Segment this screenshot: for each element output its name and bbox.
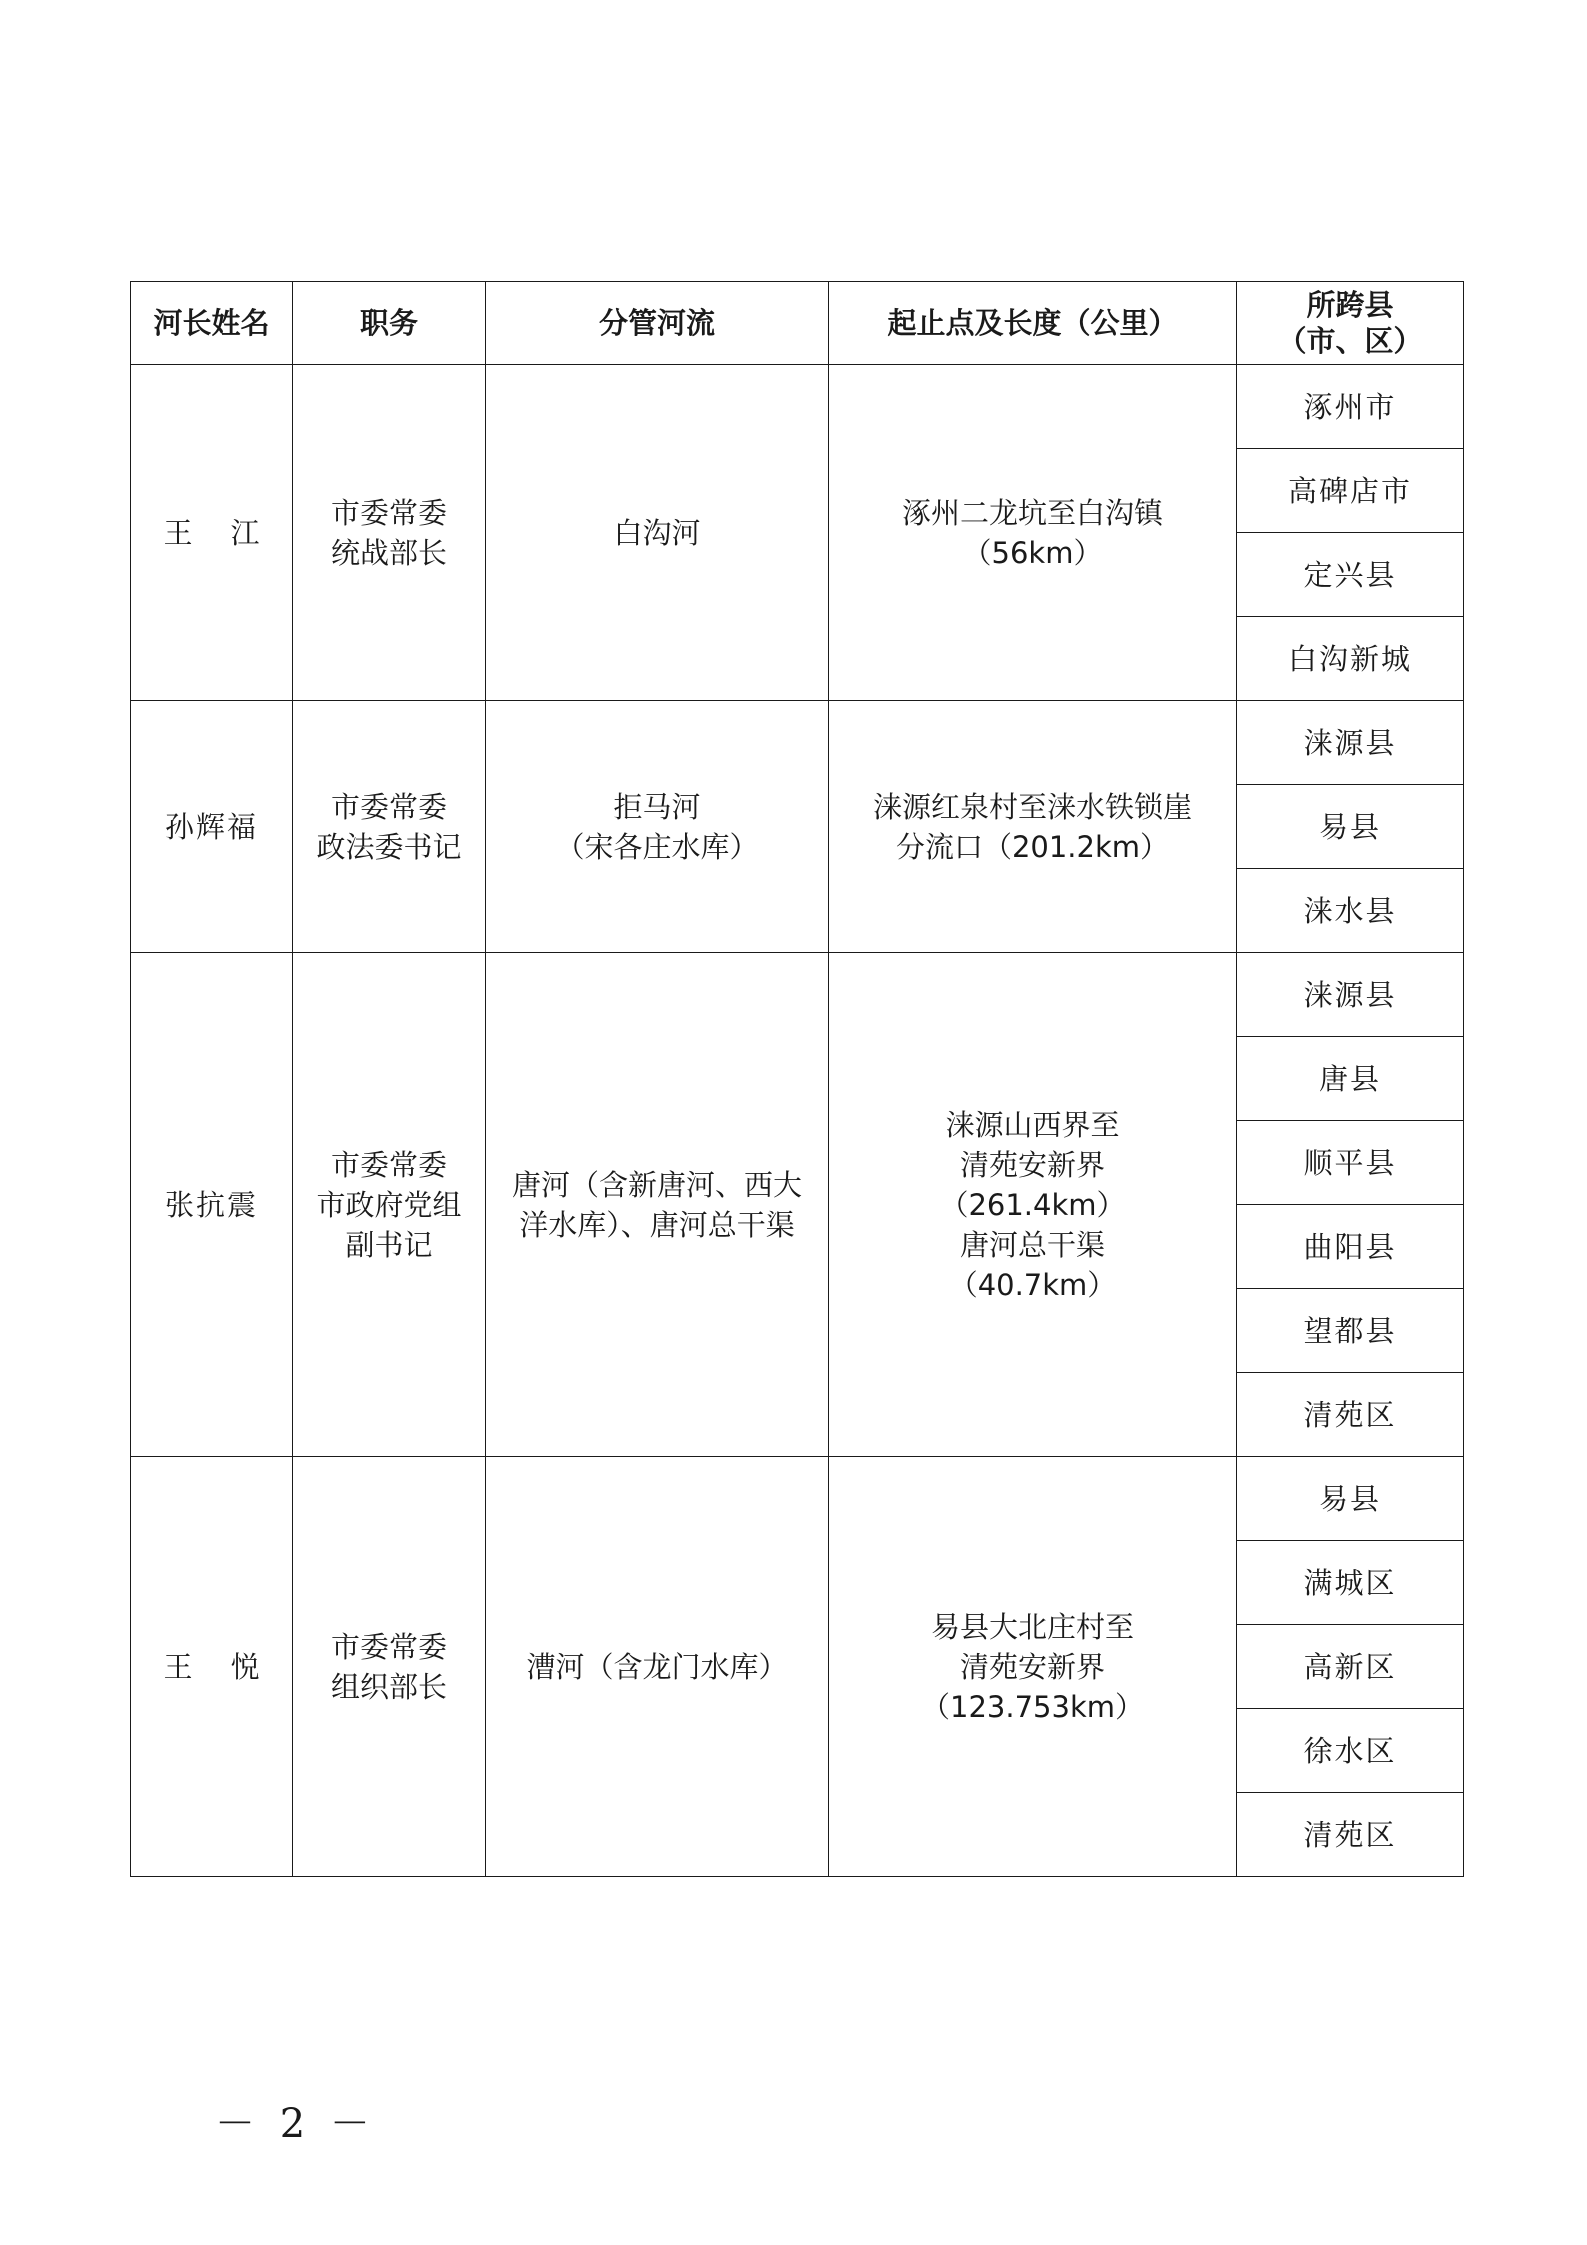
county-cell: 高新区 [1237,1625,1464,1709]
position-line: 统战部长 [330,535,447,570]
extent-cell [829,365,1237,701]
river-line: 唐河（含新唐河、西大 [511,1167,802,1202]
extent-line: 清苑安新界 [959,1147,1105,1182]
header-river: 分管河流 [486,282,829,365]
river-line: 拒马河 [613,789,701,824]
extent-cell [829,1457,1237,1877]
extent-line: 易县大北庄村至 [930,1609,1134,1644]
county-cell: 清苑区 [1237,1793,1464,1877]
county-cell: 徐水区 [1237,1709,1464,1793]
header-counties [1237,282,1464,365]
chief-name-part: 王 [163,515,193,550]
extent-line: 清苑安新界 [959,1649,1105,1684]
chief-name-part: 王 [163,1649,193,1684]
header-name: 河长姓名 [131,282,293,365]
page-number: － 2 － [215,2101,376,2147]
extent-line: 涞源山西界至 [945,1107,1120,1142]
position-line: 市委常委 [330,1629,447,1664]
table-row [131,953,1464,1037]
extent-line: （56km） [962,535,1103,570]
county-cell: 高碑店市 [1237,449,1464,533]
position-line: 副书记 [345,1227,433,1262]
county-cell: 涿州市 [1237,365,1464,449]
river-cell [486,365,829,701]
chief-name-cell [131,365,293,701]
river-line: 洋水库）、唐河总干渠 [519,1207,795,1242]
position-line: 市委常委 [330,1147,447,1182]
county-cell: 唐县 [1237,1037,1464,1121]
county-cell: 易县 [1237,1457,1464,1541]
county-cell: 涞源县 [1237,953,1464,1037]
chief-name-cell: 张抗震 [131,953,293,1457]
extent-cell [829,953,1237,1457]
extent-line: （40.7km） [948,1267,1117,1302]
extent-line: （261.4km） [939,1187,1126,1222]
position-cell [293,953,486,1457]
chief-name-cell: 孙辉福 [131,701,293,953]
extent-line: 涿州二龙坑至白沟镇 [901,495,1163,530]
county-cell: 顺平县 [1237,1121,1464,1205]
river-line: （宋各庄水库） [555,829,759,864]
position-line: 市委常委 [330,789,447,824]
position-line: 组织部长 [330,1669,447,1704]
chief-name-part: 江 [230,515,260,550]
table-row [131,1457,1464,1541]
county-cell: 望都县 [1237,1289,1464,1373]
position-line: 市政府党组 [316,1187,462,1222]
chief-name-cell [131,1457,293,1877]
position-line: 市委常委 [330,495,447,530]
county-cell: 涞源县 [1237,701,1464,785]
extent-line: 唐河总干渠 [959,1227,1105,1262]
extent-line: 分流口（201.2km） [895,829,1170,864]
table-header-row [131,282,1464,365]
county-cell: 易县 [1237,785,1464,869]
river-line: 漕河（含龙门水库） [526,1649,788,1684]
county-cell: 曲阳县 [1237,1205,1464,1289]
header-counties-line: 所跨县 [1306,288,1394,322]
position-cell [293,1457,486,1877]
extent-line: 涞源红泉村至涞水铁锁崖 [872,789,1192,824]
river-cell [486,701,829,953]
extent-line: （123.753km） [921,1689,1144,1724]
river-chief-table [130,281,1464,1877]
river-line: 白沟河 [613,515,701,550]
header-position: 职务 [293,282,486,365]
county-cell: 定兴县 [1237,533,1464,617]
extent-cell [829,701,1237,953]
header-extent: 起止点及长度（公里） [829,282,1237,365]
county-cell: 涞水县 [1237,869,1464,953]
position-cell [293,365,486,701]
table-row [131,701,1464,785]
chief-name-part: 悦 [230,1649,260,1684]
table-row [131,365,1464,449]
river-cell [486,953,829,1457]
header-counties-line: （市、区） [1277,324,1423,358]
position-line: 政法委书记 [316,829,462,864]
position-cell [293,701,486,953]
river-cell [486,1457,829,1877]
county-cell: 清苑区 [1237,1373,1464,1457]
county-cell: 满城区 [1237,1541,1464,1625]
county-cell: 白沟新城 [1237,617,1464,701]
